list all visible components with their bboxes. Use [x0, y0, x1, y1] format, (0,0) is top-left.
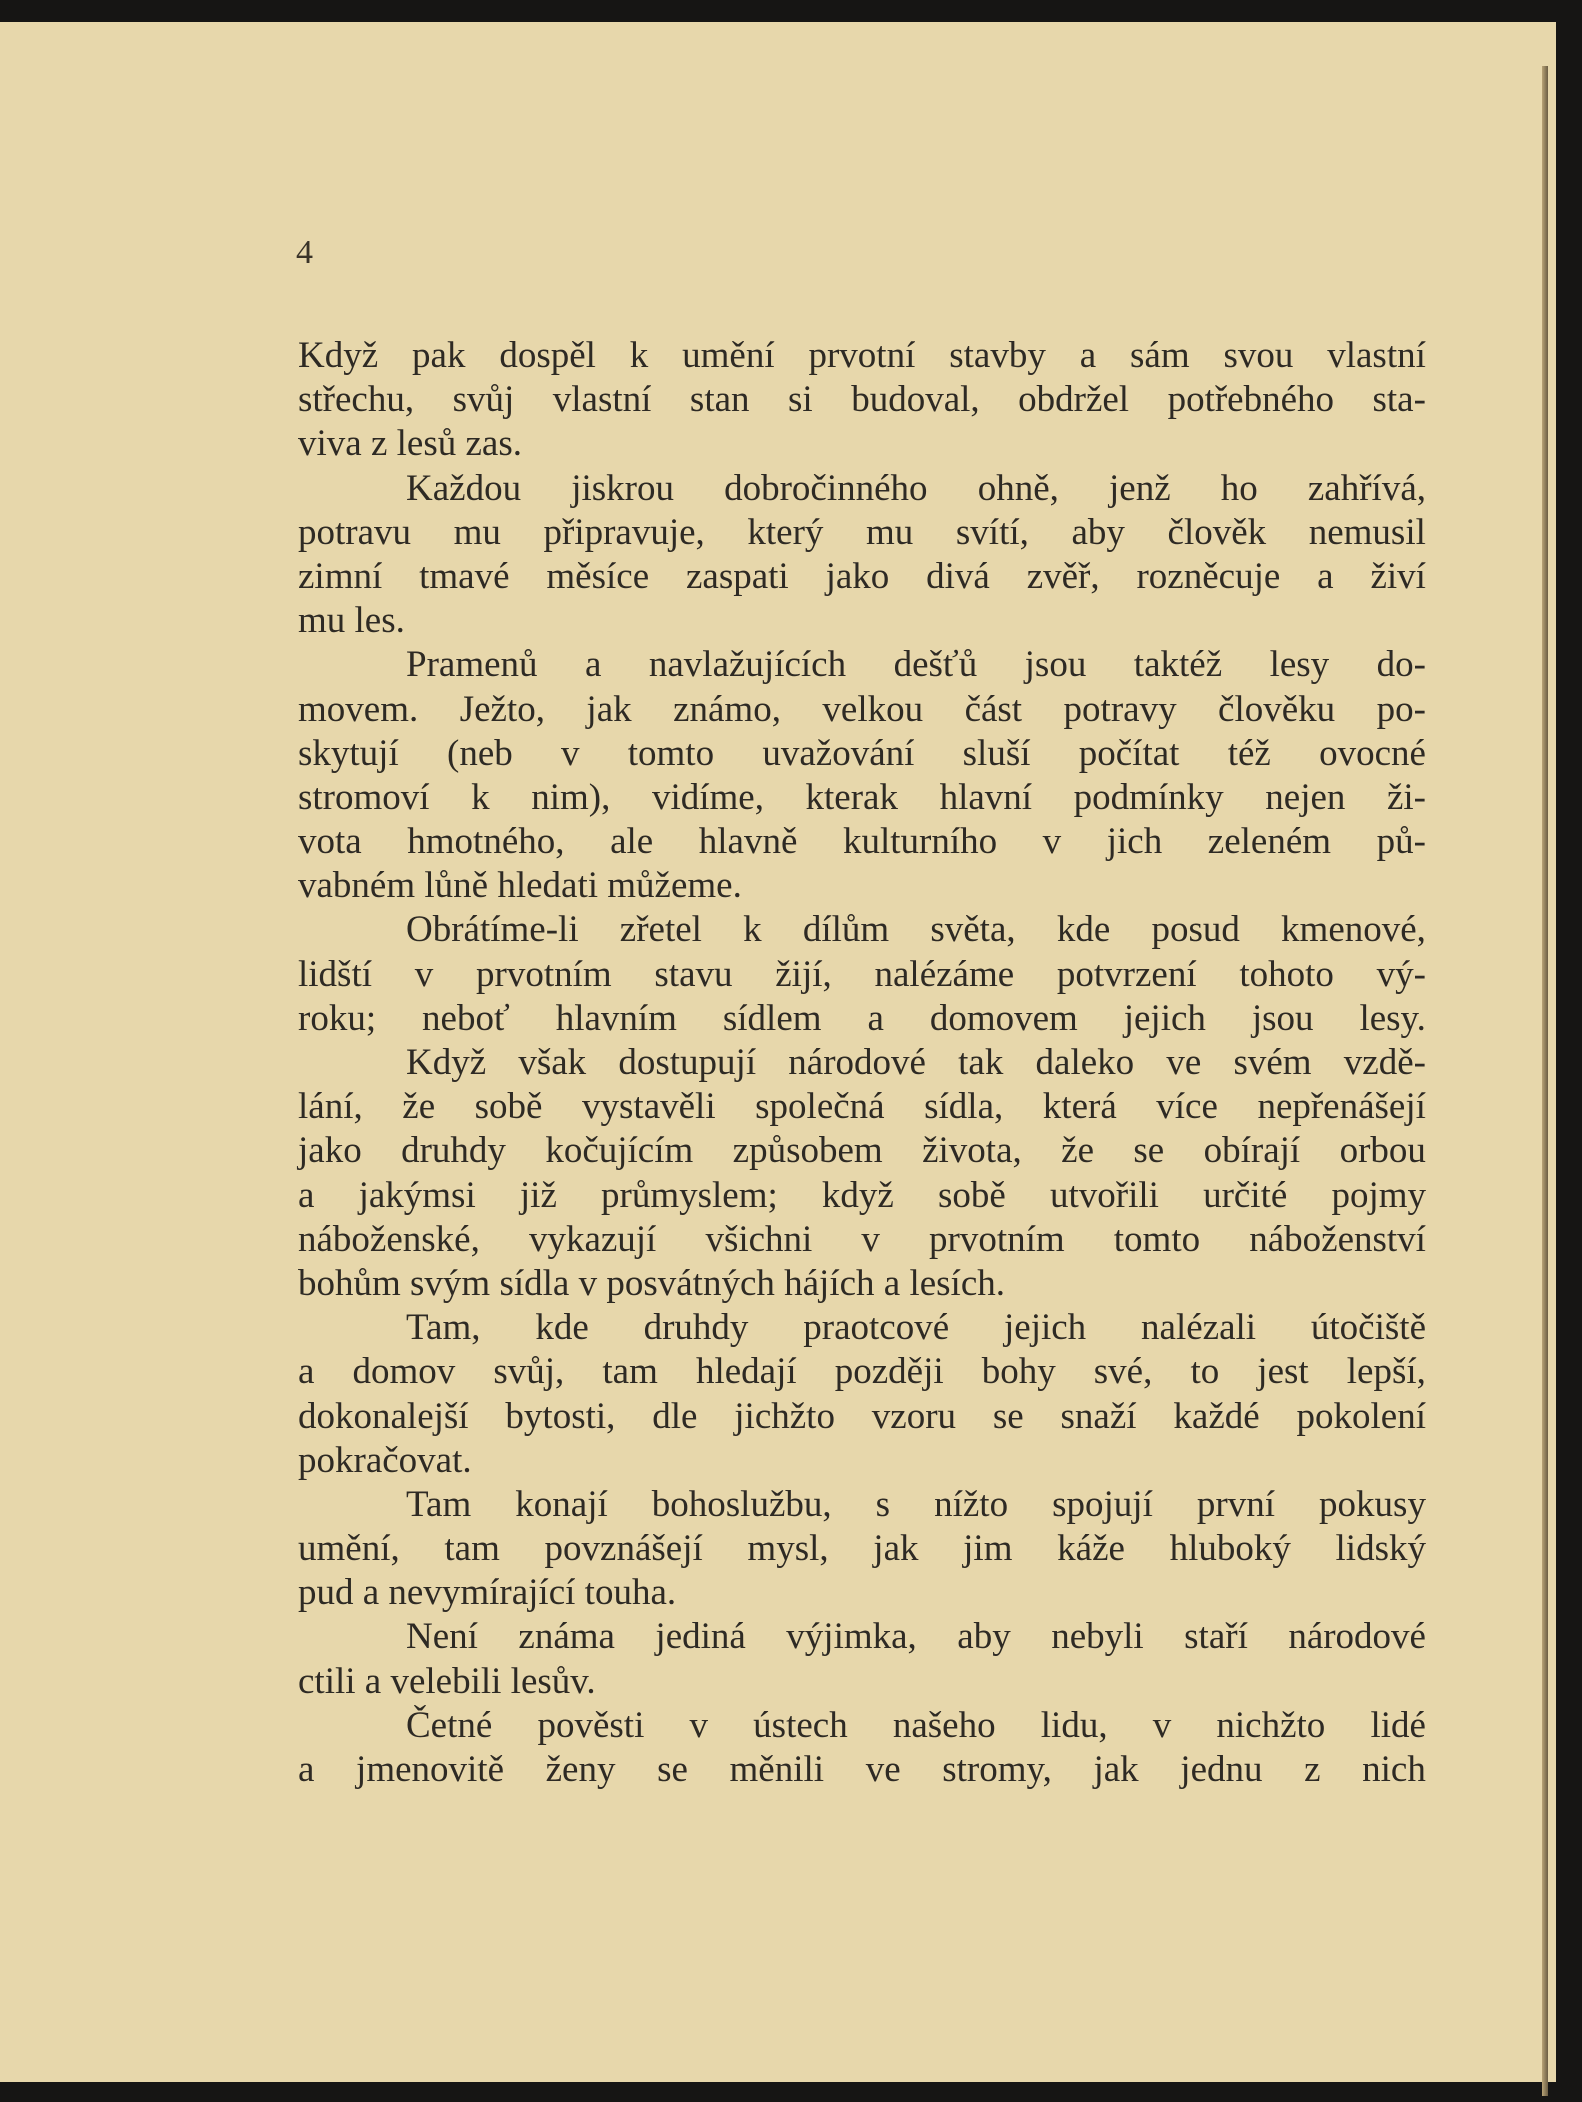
text-line: viva z lesů zas.: [298, 423, 522, 465]
text-line: a jmenovitě ženy se měnili ve stromy, jak jednu z nich: [298, 1749, 1426, 1790]
text-line: Když však dostupují národové tak daleko ve svém vzdě-: [406, 1042, 1426, 1083]
text-line: Četné pověsti v ústech našeho lidu, v nichžto lidé: [406, 1704, 1426, 1746]
text-line: Není známa jediná výjimka, aby nebyli staří národové: [406, 1616, 1426, 1658]
page-number: 4: [296, 234, 313, 271]
text-line: jako druhdy kočujícím způsobem života, že se obírají orbou: [298, 1130, 1426, 1172]
text-line: Tam, kde druhdy praotcové jejich nalézali útočiště: [406, 1307, 1426, 1349]
text-line: Tam konají bohoslužbu, s nížto spojují první pokusy: [406, 1483, 1426, 1525]
text-line: zimní tmavé měsíce zaspati jako divá zvěř, rozněcuje a živí: [298, 555, 1426, 597]
text-line: dokonalejší bytosti, dle jichžto vzoru se snaží každé pokolení: [298, 1395, 1426, 1437]
text-line: a jakýmsi již průmyslem; když sobě utvořili určité pojmy: [298, 1174, 1426, 1216]
text-line: roku; neboť hlavním sídlem a domovem jejich jsou lesy.: [298, 997, 1426, 1039]
text-line: Pramenů a navlažujících dešťů jsou taktéž lesy do-: [406, 644, 1426, 686]
text-line: lání, že sobě vystavěli společná sídla, která více nepřenášejí: [298, 1086, 1426, 1128]
text-line: stromoví k nim), vidíme, kterak hlavní podmínky nejen ži-: [298, 776, 1426, 818]
text-line: lidští v prvotním stavu žijí, nalézáme potvrzení tohoto vý-: [298, 953, 1426, 995]
text-line: ctili a velebili lesův.: [298, 1660, 596, 1702]
text-line: náboženské, vykazují všichni v prvotním tomto náboženství: [298, 1218, 1426, 1260]
text-line: umění, tam povznášejí mysl, jak jim káže hluboký lidský: [298, 1528, 1426, 1570]
text-line: Každou jiskrou dobročinného ohně, jenž ho zahřívá,: [406, 467, 1426, 509]
text-line: pokračovat.: [298, 1439, 472, 1481]
text-line: pud a nevymírající touha.: [298, 1572, 677, 1614]
text-line: střechu, svůj vlastní stan si budoval, obdržel potřebného sta-: [298, 379, 1426, 421]
text-line: potravu mu připravuje, který mu svítí, aby člověk nemusil: [298, 511, 1426, 553]
text-line: Když pak dospěl k umění prvotní stavby a sám svou vlastní: [298, 335, 1426, 376]
page-edge: [1542, 66, 1548, 2096]
text-line: bohům svým sídla v posvátných hájích a lesích.: [298, 1262, 1005, 1304]
text-line: vota hmotného, ale hlavně kulturního v jich zeleném pů-: [298, 821, 1426, 863]
text-line: mu les.: [298, 600, 405, 642]
text-line: a domov svůj, tam hledají později bohy své, to jest lepší,: [298, 1351, 1426, 1393]
book-page: [0, 22, 1556, 2082]
text-line: movem. Ježto, jak známo, velkou část potravy člověku po-: [298, 688, 1426, 730]
text-line: vabném lůně hledati můžeme.: [298, 865, 742, 907]
text-line: Obrátíme-li zřetel k dílům světa, kde posud kmenové,: [406, 909, 1426, 951]
text-line: skytují (neb v tomto uvažování sluší počítat též ovocné: [298, 732, 1426, 774]
body-text: [298, 334, 1426, 1792]
